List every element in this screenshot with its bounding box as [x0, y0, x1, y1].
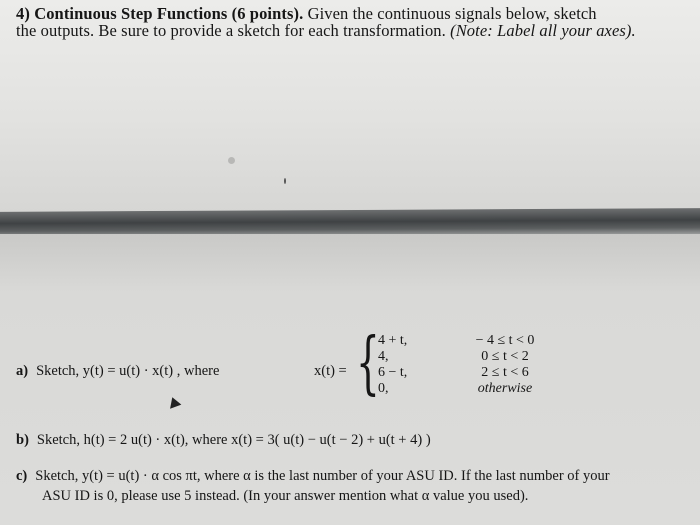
question-b	[16, 432, 431, 449]
question-a-label: a)	[16, 363, 29, 379]
piecewise-conditions	[455, 333, 555, 397]
question-c-continuation: ASU ID is 0, please use 5 instead. (In your answer mention what α value you used).	[42, 488, 529, 504]
piece-condition: − 4 ≤ t < 0	[475, 333, 535, 348]
question-a-text: Sketch, y(t) = u(t) · x(t) , where	[36, 363, 220, 379]
piece-condition: 2 ≤ t < 6	[481, 365, 529, 380]
question-a	[16, 363, 219, 380]
problem-instructions: the outputs. Be sure to provide a sketch for each transformation.	[16, 21, 451, 40]
question-c-text-line-1: Sketch, y(t) = u(t) · α cos πt, where α is the last number of your ASU ID. If the last number of your	[35, 468, 610, 484]
problem-note: (Note: Label all your axes).	[450, 21, 636, 40]
piece-expression: 0,	[378, 381, 389, 396]
piecewise-expressions	[378, 333, 407, 397]
piecewise-function-label: x(t) =	[314, 363, 347, 379]
question-b-label: b)	[16, 432, 29, 448]
paper-speck	[228, 157, 235, 164]
question-b-text: Sketch, h(t) = 2 u(t) · x(t), where x(t) = 3( u(t) − u(t − 2) + u(t + 4) )	[36, 432, 431, 448]
piece-condition: 0 ≤ t < 2	[481, 349, 529, 364]
question-c-label: c)	[16, 468, 28, 484]
piece-expression: 4 + t,	[378, 333, 408, 348]
page-top-section	[0, 0, 700, 214]
problem-heading: Continuous Step Functions (6 points).	[34, 4, 304, 23]
piece-expression: 4,	[378, 349, 389, 364]
piece-expression: 6 − t,	[378, 365, 408, 380]
piece-condition: otherwise	[477, 381, 533, 396]
paper-mark	[284, 178, 286, 184]
problem-title-line-2	[16, 21, 636, 41]
problem-intro: Given the continuous signals below, sketch	[303, 4, 597, 23]
question-c	[16, 468, 610, 485]
problem-number: 4)	[16, 4, 30, 23]
left-brace: {	[356, 324, 380, 403]
